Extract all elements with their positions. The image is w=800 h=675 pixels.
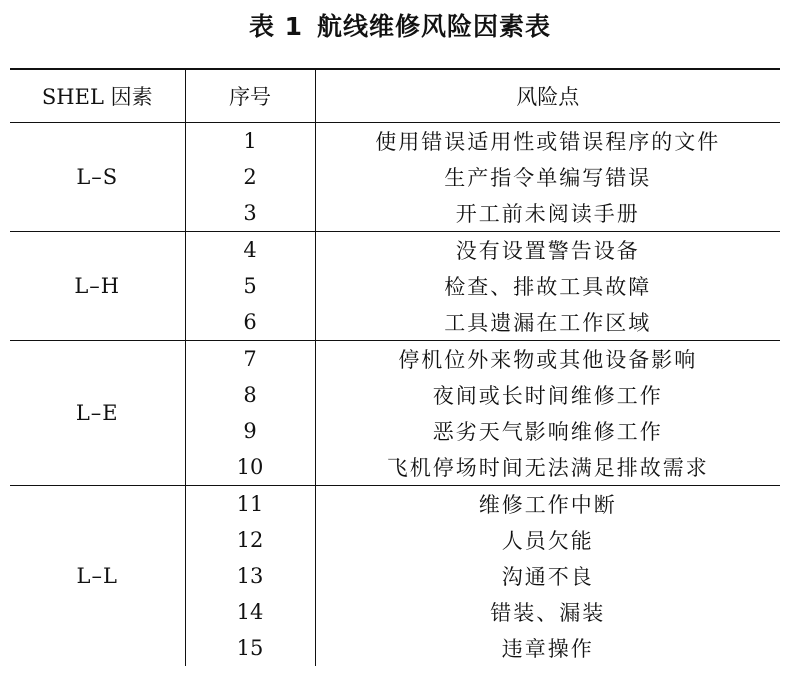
index-cell: 1 [185, 123, 315, 160]
index-cell: 8 [185, 377, 315, 413]
index-cell: 4 [185, 232, 315, 269]
factor-cell: L–H [10, 232, 185, 341]
table-header-row [10, 69, 780, 123]
risk-cell: 夜间或长时间维修工作 [432, 384, 663, 408]
risk-cell: 检查、排故工具故障 [444, 275, 652, 299]
risk-cell: 停机位外来物或其他设备影响 [315, 341, 780, 378]
header-risk-point: 风险点 [516, 85, 580, 109]
index-cell: 13 [185, 558, 315, 594]
index-cell: 2 [185, 159, 315, 195]
risk-cell: 沟通不良 [501, 565, 594, 589]
table-row [10, 486, 780, 523]
table-number: 表 1 [248, 12, 304, 41]
index-cell: 10 [185, 449, 315, 486]
table-row [10, 232, 780, 269]
risk-cell: 飞机停场时间无法满足排故需求 [386, 456, 709, 480]
table-row [10, 123, 780, 160]
index-cell: 11 [185, 486, 315, 523]
risk-cell: 工具遗漏在工作区域 [444, 311, 652, 335]
risk-factor-table [10, 68, 780, 666]
risk-cell: 没有设置警告设备 [315, 232, 780, 269]
table-caption: 航线维修风险因素表 [317, 12, 552, 41]
header-index: 序号 [185, 69, 315, 123]
risk-cell: 恶劣天气影响维修工作 [432, 420, 663, 444]
index-cell: 5 [185, 268, 315, 304]
index-cell: 14 [185, 594, 315, 630]
index-cell: 6 [185, 304, 315, 341]
table-row [10, 341, 780, 378]
risk-cell: 生产指令单编写错误 [444, 166, 652, 190]
index-cell: 9 [185, 413, 315, 449]
index-cell: 3 [185, 195, 315, 232]
risk-cell: 维修工作中断 [315, 486, 780, 523]
factor-cell: L–E [10, 341, 185, 486]
risk-cell: 违章操作 [501, 637, 594, 661]
index-cell: 12 [185, 522, 315, 558]
factor-cell: L–S [10, 123, 185, 232]
table-title [0, 8, 800, 46]
risk-cell: 错装、漏装 [490, 601, 606, 625]
header-shel-factor: SHEL 因素 [10, 69, 185, 123]
index-cell: 7 [185, 341, 315, 378]
index-cell: 15 [185, 630, 315, 666]
risk-cell: 开工前未阅读手册 [455, 202, 640, 226]
risk-cell: 人员欠能 [501, 529, 594, 553]
risk-cell: 使用错误适用性或错误程序的文件 [375, 130, 721, 154]
factor-cell: L–L [10, 486, 185, 667]
